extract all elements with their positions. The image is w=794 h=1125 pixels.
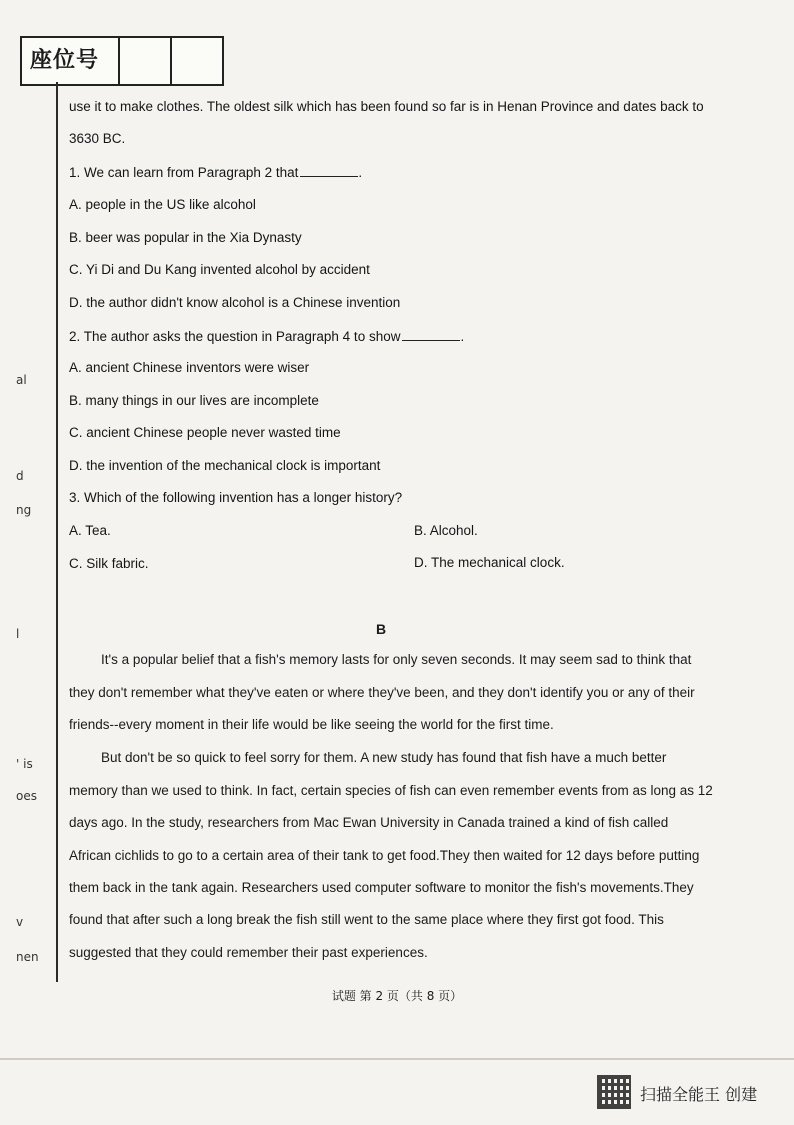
edge-fragment: l [16,627,20,641]
question-3-option-a: A. Tea. [69,523,111,538]
edge-fragment: ' is [16,757,33,771]
edge-fragment: ng [16,503,32,517]
question-stem-text: 2. The author asks the question in Paragraph 4 to show [69,329,401,344]
seat-number-label: 座位号 [30,48,100,73]
question-1-stem [69,164,362,180]
question-2-option-b: B. many things in our lives are incomplete [69,393,319,408]
passage-b-line: found that after such a long break the fish still went to the same place where they first got food. This [69,912,664,927]
passage-b-line: African cichlids to go to a certain area of their tank to get food.They then waited for 12 days before putting [69,848,700,863]
question-1-option-c: C. Yi Di and Du Kang invented alcohol by accident [69,262,370,277]
answer-blank [300,164,358,177]
seat-number-cell-1 [118,38,170,84]
question-2-option-a: A. ancient Chinese inventors were wiser [69,360,310,375]
scanner-watermark: 扫描全能王 创建 [640,1085,758,1104]
scan-edge-line [0,1058,794,1060]
question-2-option-d: D. the invention of the mechanical clock is important [69,458,381,473]
answer-blank [402,328,460,341]
section-b-heading: B [376,621,387,637]
question-stem-suffix: . [460,329,465,344]
passage-b-line: friends--every moment in their life would be like seeing the world for the first time. [69,717,554,732]
passage-b-line: But don't be so quick to feel sorry for them. A new study has found that fish have a much better [101,750,667,765]
edge-fragment: al [16,373,27,387]
question-3-stem: 3. Which of the following invention has a longer history? [69,490,403,505]
question-stem-suffix: . [358,165,363,180]
passage-b-line: memory than we used to think. In fact, certain species of fish can even remember events from as long as 12 [69,783,713,798]
question-1-option-b: B. beer was popular in the Xia Dynasty [69,230,302,245]
passage-b-line: suggested that they could remember their past experiences. [69,945,428,960]
passage-b-line: It's a popular belief that a fish's memory lasts for only seven seconds. It may seem sad to think that [101,652,692,667]
margin-binding-line [56,82,58,982]
passage-b-line: days ago. In the study, researchers from Mac Ewan University in Canada trained a kind of fish called [69,815,669,830]
page-footer: 试题 第 2 页（共 8 页） [331,989,463,1003]
seat-number-box [20,36,224,86]
edge-fragment: nen [16,950,39,964]
edge-fragment: v [16,915,24,929]
seat-number-cell-2 [170,38,222,84]
question-1-option-d: D. the author didn't know alcohol is a Chinese invention [69,295,401,310]
edge-fragment: oes [16,789,37,803]
question-stem-text: 1. We can learn from Paragraph 2 that [69,165,299,180]
passage-b-line: they don't remember what they've eaten or where they've been, and they don't identify you or any of their [69,685,695,700]
question-3-option-c: C. Silk fabric. [69,556,149,571]
question-3-option-d: D. The mechanical clock. [414,555,565,570]
question-2-option-c: C. ancient Chinese people never wasted time [69,425,341,440]
passage-b-line: them back in the tank again. Researchers used computer software to monitor the fish's movements.They [69,880,694,895]
passage-a-line: use it to make clothes. The oldest silk which has been found so far is in Henan Province and dates back to [69,99,704,114]
question-2-stem [69,328,464,344]
qr-code-icon [597,1075,631,1109]
edge-fragment: d [16,469,24,483]
question-3-option-b: B. Alcohol. [414,523,478,538]
passage-a-line: 3630 BC. [69,131,126,146]
question-1-option-a: A. people in the US like alcohol [69,197,256,212]
